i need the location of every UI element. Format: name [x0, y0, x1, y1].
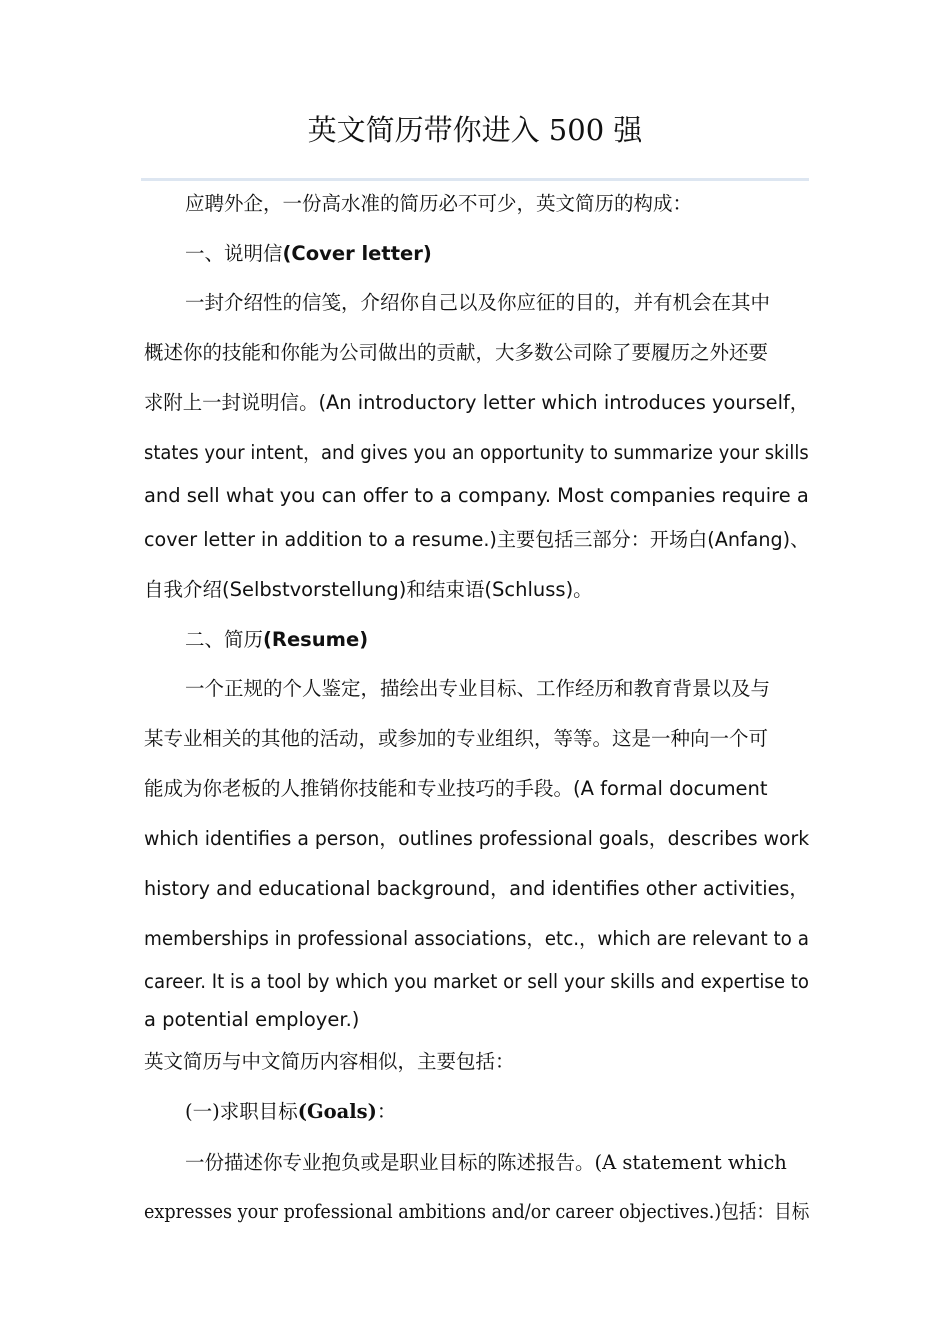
- section1-line: 求附上一封说明信。(An introductory letter which introduces yourself，: [144, 391, 810, 414]
- section1-heading: [185, 240, 432, 268]
- summary-line: 英文简历与中文简历内容相似，主要包括：: [144, 1050, 515, 1073]
- goals-heading-colon: ：: [376, 1100, 397, 1123]
- intro-paragraph: 应聘外企，一份高水准的简历必不可少，英文简历的构成：: [185, 192, 693, 215]
- section1-line: cover letter in addition to a resume.)主要包括三部分：开场白(Anfang)、: [144, 528, 810, 551]
- section2-line: 一个正规的个人鉴定，描绘出专业目标、工作经历和教育背景以及与: [185, 677, 771, 700]
- page-title: 英文简历带你进入 500 强: [307, 113, 643, 147]
- section2-heading-cn: 二、简历: [185, 628, 264, 651]
- goals-line: expresses your professional ambitions and/or career objectives.)包括：目标: [144, 1200, 810, 1223]
- section2-heading-en: (Resume): [263, 628, 369, 651]
- section2-line: 能成为你老板的人推销你技能和专业技巧的手段。(A formal document: [144, 777, 768, 800]
- section2-line: history and educational background，and identifies other activities，: [144, 877, 809, 900]
- section1-line: 一封介绍性的信笺，介绍你自己以及你应征的目的，并有机会在其中: [185, 291, 771, 314]
- section1-line: and sell what you can offer to a company. Most companies require a: [144, 484, 809, 507]
- section2-line: which identifies a person，outlines professional goals，describes work: [144, 827, 810, 850]
- section1-line: 概述你的技能和你能为公司做出的贡献，大多数公司除了要履历之外还要: [144, 341, 769, 364]
- section2-line: 某专业相关的其他的活动，或参加的专业组织，等等。这是一种向一个可: [144, 727, 769, 750]
- section1-heading-cn: 一、说明信: [185, 242, 283, 265]
- section2-heading: [185, 626, 368, 654]
- section1-line: 自我介绍(Selbstvorstellung)和结束语(Schluss)。: [144, 578, 593, 601]
- title-divider: [141, 178, 809, 181]
- goals-heading: [185, 1098, 396, 1126]
- section2-line: a potential employer.): [144, 1008, 360, 1031]
- section2-line: memberships in professional associations，etc.，which are relevant to a: [144, 927, 809, 950]
- goals-heading-cn: (一)求职目标: [185, 1100, 298, 1123]
- section2-line: career. It is a tool by which you market or sell your skills and expertise to: [144, 970, 810, 993]
- goals-line: 一份描述你专业抱负或是职业目标的陈述报告。(A statement which: [185, 1151, 787, 1174]
- section1-heading-en: (Cover letter): [282, 242, 432, 265]
- section1-line: states your intent，and gives you an opportunity to summarize your skills: [144, 441, 809, 464]
- goals-heading-en: (Goals): [297, 1100, 377, 1123]
